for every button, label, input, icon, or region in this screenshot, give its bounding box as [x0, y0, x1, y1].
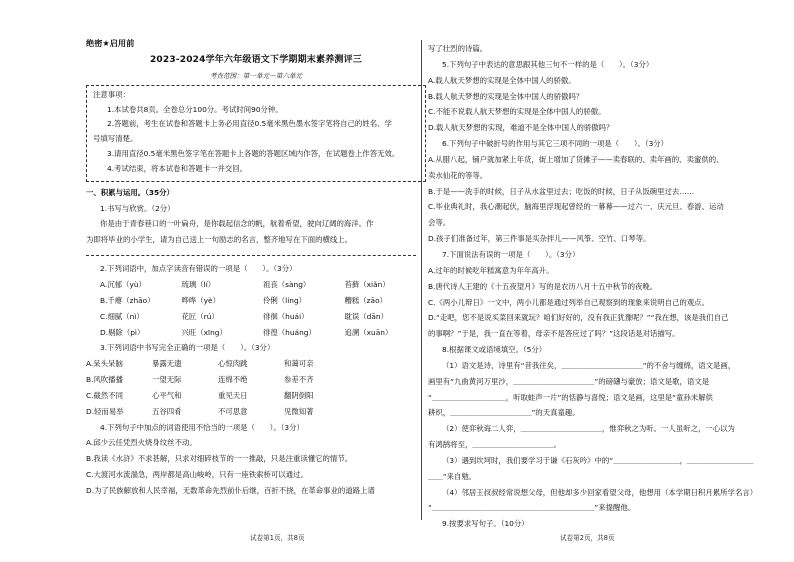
- option-d: D.载人航天梦想的实现，难道不是全体中国人的骄傲吗？: [428, 123, 614, 133]
- fill-blank-line[interactable]: （4）邻居王叔叔经常说想父母，但他却多少回家看望父母，他想用（本学期日积月累所学名言）: [442, 487, 758, 497]
- option-d: D.剔除（pì）: [100, 327, 145, 337]
- option-word: 苔藓（xiǎn）: [344, 280, 390, 290]
- fill-blank-line[interactable]: 耕织，＿＿＿＿＿＿＿＿＿＿＿”的天真童趣。: [428, 408, 580, 418]
- option-word: 不可思意: [218, 406, 248, 416]
- question-stem: 5.下列句子中表达的意思跟其他三句不一样的是（ ）。（3分）: [442, 59, 654, 69]
- option-b: B.唐代诗人王建的《十五夜望月》写的是农历八月十五中秋节的夜晚。: [428, 281, 658, 291]
- fill-blank-line[interactable]: 画里有“九曲黄河万里沙，＿＿＿＿＿＿＿＿＿＿＿”的磅礴与豪放；语文是歌，语文是: [428, 376, 710, 386]
- option-word: 翻阴倒阳: [284, 390, 314, 400]
- option-word: 重见天日: [218, 390, 248, 400]
- question-stem: 3.下列词语中书写完全正确的一项是（ ）。（3分）: [100, 343, 275, 353]
- continued-text: 写了壮烈的诗篇。: [428, 44, 488, 53]
- notice-item: 1.本试卷共8页。全卷总分100分。考试时间90分钟。: [107, 104, 283, 114]
- option-row: [86, 407, 426, 416]
- option-word: 暴露无遗: [152, 359, 182, 369]
- section-heading: 一、积累与运用。（35分）: [86, 187, 174, 197]
- option-d: D.为了民族解放和人民幸福，无数革命先烈前仆后继，百折不挠，在革命事业的道路上谱: [86, 485, 375, 495]
- option-a: A.从腊八起，铺户就加紧上年货，街上增加了货摊子——卖春联的、卖年画的、卖蜜供的、: [428, 154, 724, 164]
- option-word: 祖丧（sàng）: [263, 280, 311, 290]
- exam-title: 2023-2024学年六年级语文下学期期末素养测评三: [149, 55, 363, 66]
- option-a: A.载人航天梦想的实现是全体中国人的骄傲。: [428, 75, 576, 85]
- option-row: [86, 312, 426, 321]
- exam-scope: 考查范围：第一单元～第六单元: [209, 71, 303, 80]
- option-word: 伶俐（líng）: [263, 295, 307, 305]
- confidential-mark: 绝密★启用前: [86, 38, 135, 48]
- answer-line[interactable]: [86, 251, 416, 256]
- option-c: C.截然不同: [86, 390, 124, 400]
- option-word: 心平气和: [152, 390, 182, 400]
- option-b: B.载人航天梦想的实现是全体中国人的骄傲吗？: [428, 91, 584, 101]
- option-d: D.孩子们准备过年，第三件事是买杂拌儿——风筝、空竹、口琴等。: [428, 234, 651, 244]
- notice-box: [86, 85, 426, 182]
- question-stem: 7.下面说法有误的一项是（ ）。（3分）: [442, 249, 580, 259]
- option-word: 耽误（dān）: [344, 311, 388, 321]
- option-word: 徘徨（huáng）: [263, 327, 316, 337]
- option-d: D.“走吧，您不是说买菜回来就玩？咱们好好的，没有我正犹豫呢？”“我在想，该是我们自己: [428, 313, 729, 323]
- option-c: C.不能不说载人航天梦想的实现是全体中国人的骄傲。: [428, 107, 606, 117]
- option-word: 琉璃（lí）: [181, 280, 216, 290]
- question-stem: 2.下列词语中，加点字读音有错误的一项是（ ）。（3分）: [100, 264, 297, 274]
- option-word: 花匠（rú）: [181, 311, 219, 321]
- option-b: B.我读《水浒》不求甚解，只求对细碎枝节的一一推敲，只是注重读懂它的情节。: [86, 454, 353, 464]
- option-a: A.沉郁（yù）: [100, 280, 146, 290]
- question-stem: 1.书写与欣赏。（2分）: [100, 203, 175, 213]
- fill-blank-line[interactable]: “＿＿＿＿＿＿＿＿＿＿＿＿＿＿＿＿＿＿＿＿＿＿”来提醒他。: [428, 503, 636, 513]
- option-d: D.轻而易举: [86, 406, 124, 416]
- option-a: A.过年的时候吃年糕寓意为年年高升。: [428, 265, 554, 275]
- fill-blank-line[interactable]: “＿＿＿＿＿＿＿＿＿＿，听取蛙声一片”的恬静与喜悦；语文是画，这里是“童孙未解供: [428, 392, 713, 402]
- notice-item: 4.考试结束，将本试卷和答题卡一并交回。: [107, 163, 248, 173]
- option-word: 哗哗（yè）: [181, 295, 220, 305]
- option-word: 徘徊（huái）: [263, 311, 309, 321]
- option-word: 连绵不绝: [218, 375, 248, 385]
- option-word: 糟糕（zāo）: [344, 295, 387, 305]
- option-word: 一望无际: [152, 375, 182, 385]
- fill-blank-line[interactable]: 有鸿鹄将至，＿＿＿＿＿＿＿＿＿＿＿。: [428, 440, 562, 450]
- fill-blank-line[interactable]: ＿＿”来自勉。: [428, 471, 477, 481]
- notice-heading: 注意事项：: [93, 89, 130, 99]
- notice-item: 3.请用直径0.5毫米黑色签字笔在答题卡上各题的答题区域内作答，在试题卷上作答无效。: [107, 149, 400, 159]
- option-b: B.于是——洗手的时候，日子从水盆里过去；吃饭的时候，日子从饭碗里过去……: [428, 186, 695, 196]
- notice-item: 2.答题前，考生在试卷和答题卡上务必用直径0.5毫米黑色墨水签字笔将自己的姓名、学: [107, 119, 392, 129]
- option-word: 参差不齐: [284, 375, 314, 385]
- question-text: 你是由于青春巷口的一叶扁舟，是你载起信念的帆，航着希望，驶向辽阔的海洋。作: [100, 219, 374, 229]
- right-column: [428, 44, 758, 535]
- option-b: B.风吹播播: [86, 375, 123, 385]
- option-row: [86, 375, 426, 384]
- option-word: 和蔼可亲: [284, 359, 314, 369]
- fill-blank-line[interactable]: （2）使弈秋诲二人弈，＿＿＿＿＿＿＿＿＿＿＿，惟弈秋之为听。一人虽听之，一心以为: [442, 424, 735, 434]
- option-word: 追溯（xuān）: [344, 327, 393, 337]
- option-a-cont: 卖水仙花的等等。: [428, 170, 488, 180]
- option-a: A.呆头呆脑: [86, 359, 123, 369]
- option-row: [86, 391, 426, 400]
- option-word: 兴旺（xīng）: [181, 327, 227, 337]
- option-c-cont: 会等。: [428, 218, 451, 228]
- option-row: [86, 328, 426, 337]
- option-word: 心惊肉跳: [218, 359, 248, 369]
- option-a: A.邱少云任凭烈火烧身纹丝不动。: [86, 438, 197, 448]
- question-stem: 6.下列句子中破折号的作用与其它三项不同的一项是（ ）。（3分）: [442, 139, 669, 149]
- option-d-cont: 的事啊？”于是，我一直在等着，母亲不是答应过了吗？”这段话是对话描写。: [428, 329, 680, 339]
- option-c: C.细腻（nì）: [100, 311, 144, 321]
- option-b: B.千瘪（zhāo）: [100, 295, 155, 305]
- question-stem: 4.下列句子中加点的词语使用不恰当的一项是（ ）。（3分）: [100, 422, 304, 432]
- question-stem: 9.按要求写句子。（10分）: [442, 519, 529, 529]
- notice-item: 号填写清楚。: [93, 134, 138, 144]
- option-row: [86, 296, 426, 305]
- option-c: C.毕业典礼时，我心潮起伏，脑海里浮现起曾经的一幕幕——过六一、庆元旦、春游、运动: [428, 202, 724, 212]
- question-text: 为即将毕业的小学生，请为自己送上一句励志的名言，整齐地写在下面的横线上。: [86, 235, 353, 245]
- option-c: C.《两小儿辩日》一文中，两小儿都是通过列举自己观察到的现象来说明自己的观点。: [428, 297, 709, 307]
- page-number-left: 试卷第1页，共8页: [250, 534, 305, 542]
- fill-blank-line[interactable]: （3）遇到坎坷时，我们要学习于谦《石灰吟》中的“＿＿＿＿＿＿＿＿＿，＿＿＿＿＿＿＿＿＿: [442, 455, 754, 465]
- option-row: [86, 280, 426, 289]
- option-word: 五谷四肴: [152, 406, 182, 416]
- page-number-right: 试卷第2页，共8页: [560, 534, 615, 542]
- option-c: C.大渡河水流湍急，两岸都是高山峻岭，只有一座铁索桥可以通过。: [86, 470, 308, 480]
- option-row: [86, 359, 426, 368]
- left-column: [86, 38, 426, 502]
- fill-blank-line[interactable]: （1）语文是诗，诗里有“昔我往矣，＿＿＿＿＿＿＿＿＿＿＿”的不舍与缠绵，语文是画，: [442, 360, 736, 370]
- option-word: 见微知著: [284, 406, 314, 416]
- question-stem: 8.根据课文或语境填空。（5分）: [442, 345, 547, 355]
